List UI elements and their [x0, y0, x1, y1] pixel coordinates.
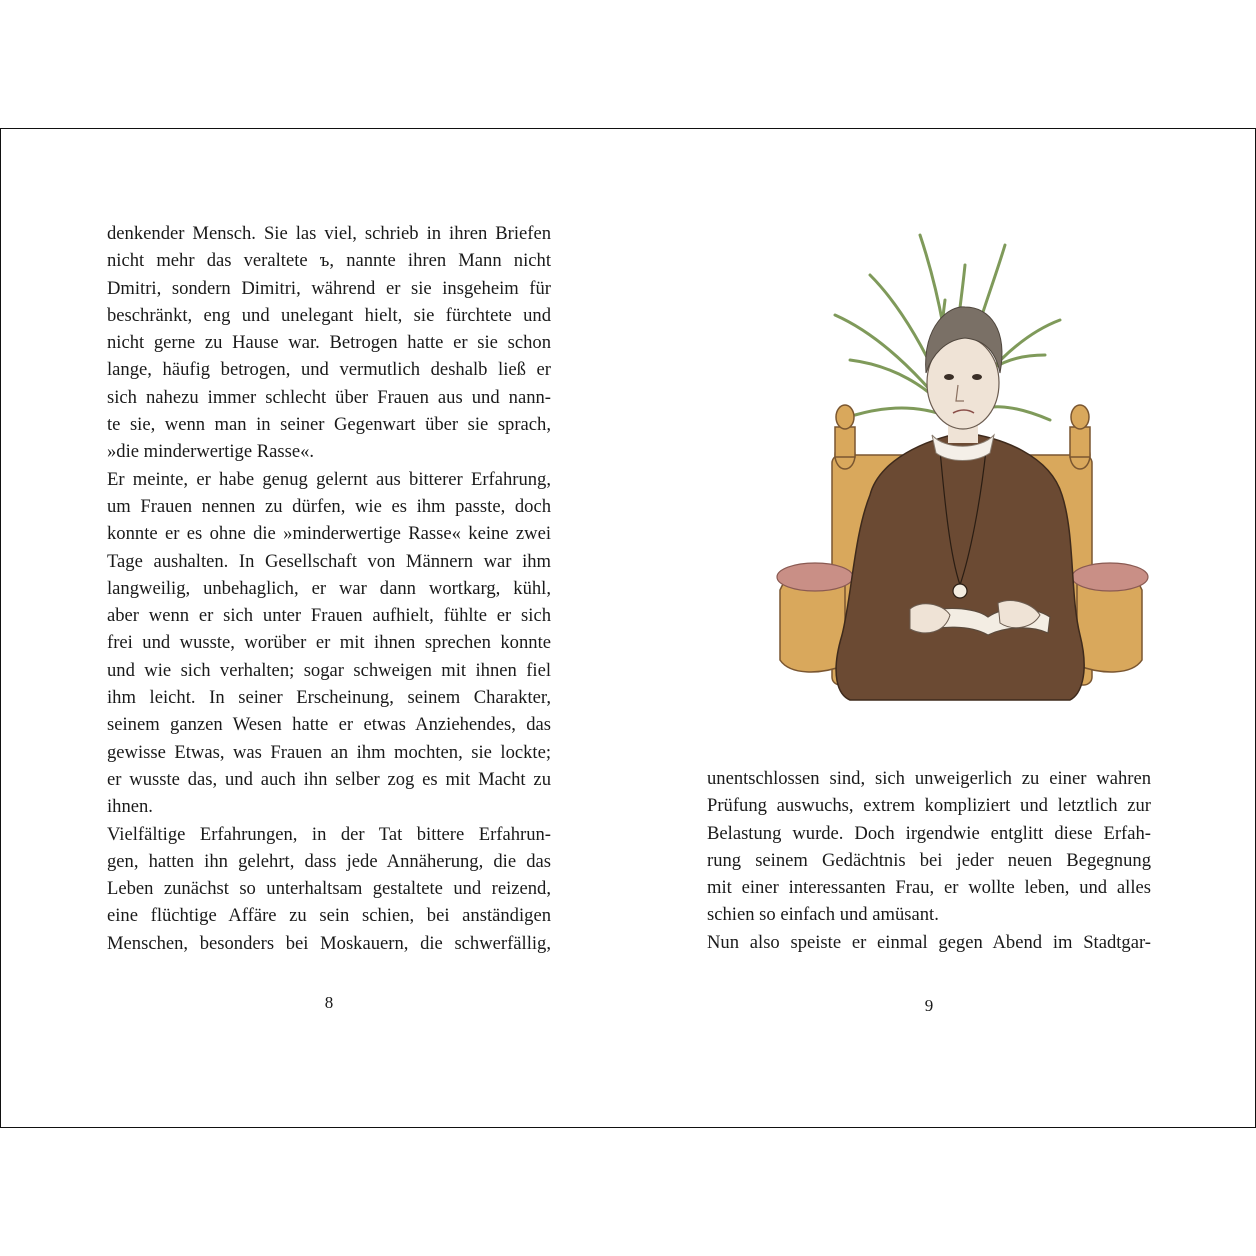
text-line: Er meinte, er habe genug gelernt aus bitterer Erfahrung, [107, 468, 551, 490]
book-spread [0, 128, 1256, 1128]
text-line: Menschen, besonders bei Moskauern, die schwerfällig, [107, 932, 551, 954]
text-line: te sie, wenn man in seiner Gegenwart über sie sprach, [107, 414, 551, 436]
text-line: beschränkt, eng und unelegant hielt, sie fürchtete und [107, 304, 551, 326]
page-number: 8 [324, 993, 334, 1012]
text-line: Vielfältige Erfahrungen, in der Tat bittere Erfahrun- [107, 823, 551, 845]
right-page-text [707, 765, 1151, 956]
text-line: Nun also speiste er einmal gegen Abend im Stadtgar- [707, 931, 1151, 953]
text-line: gen, hatten ihn gelehrt, dass jede Annäherung, die das [107, 850, 551, 872]
text-line: nicht mehr das veraltete ъ, nannte ihren Mann nicht [107, 250, 551, 272]
text-line: Leben zunächst so unterhaltsam gestaltete und reizend, [107, 878, 551, 900]
text-line: unentschlossen sind, sich unweigerlich zu einer wahren [707, 768, 1151, 789]
text-line: seinem ganzen Wesen hatte er etwas Anziehendes, das [107, 714, 551, 736]
text-line: er wusste das, und auch ihn selber zog es mit Macht zu [107, 768, 551, 790]
text-line: eine flüchtige Affäre zu sein schien, bei anständigen [107, 905, 551, 927]
text-line: schien so einfach und amüsant. [707, 904, 939, 926]
text-line: »die minderwertige Rasse«. [107, 441, 315, 463]
text-line: konnte er es ohne die »minderwertige Rasse« keine zwei [107, 523, 551, 545]
left-page [1, 129, 628, 1127]
page-number: 9 [924, 996, 934, 1015]
text-line: Tage aushalten. In Gesellschaft von Männern war ihm [107, 550, 551, 572]
right-page [628, 129, 1255, 1127]
text-line: um Frauen nennen zu dürfen, wie es ihm passte, doch [107, 495, 551, 517]
text-line: frei und wusste, worüber er mit ihnen sprechen konnte [107, 632, 551, 654]
text-line: Dmitri, sondern Dimitri, während er sie insgeheim für [107, 277, 551, 299]
text-line: ihm leicht. In seiner Erscheinung, seinem Charakter, [107, 687, 551, 709]
portrait-illustration [750, 205, 1170, 705]
text-line: lange, häufig betrogen, und vermutlich deshalb ließ er [107, 359, 551, 381]
text-line: langweilig, unbehaglich, er war dann wortkarg, kühl, [107, 577, 551, 599]
text-line: mit einer interessanten Frau, er wollte leben, und alles [707, 877, 1151, 899]
text-line: Prüfung auswuchs, extrem kompliziert und letztlich zur [707, 795, 1151, 817]
text-line: ihnen. [107, 796, 153, 818]
text-line: und wie sich verhalten; sogar schweigen mit ihnen fiel [107, 659, 551, 681]
text-line: gewisse Etwas, was Frauen an ihm mochten, sie lockte; [107, 741, 551, 763]
text-line: Belastung wurde. Doch irgendwie entglitt diese Erfah- [707, 822, 1151, 844]
left-page-text [107, 220, 551, 957]
text-line: nicht gerne zu Hause war. Betrogen hatte er sie schon [107, 332, 551, 354]
text-line: sich nahezu immer schlecht über Frauen aus und nann- [107, 386, 551, 408]
text-line: rung seinem Gedächtnis bei jeder neuen Begegnung [707, 849, 1151, 871]
text-line: aber wenn er sich unter Frauen aufhielt, fühlte er sich [107, 605, 551, 627]
text-line: denkender Mensch. Sie las viel, schrieb in ihren Briefen [107, 223, 551, 244]
